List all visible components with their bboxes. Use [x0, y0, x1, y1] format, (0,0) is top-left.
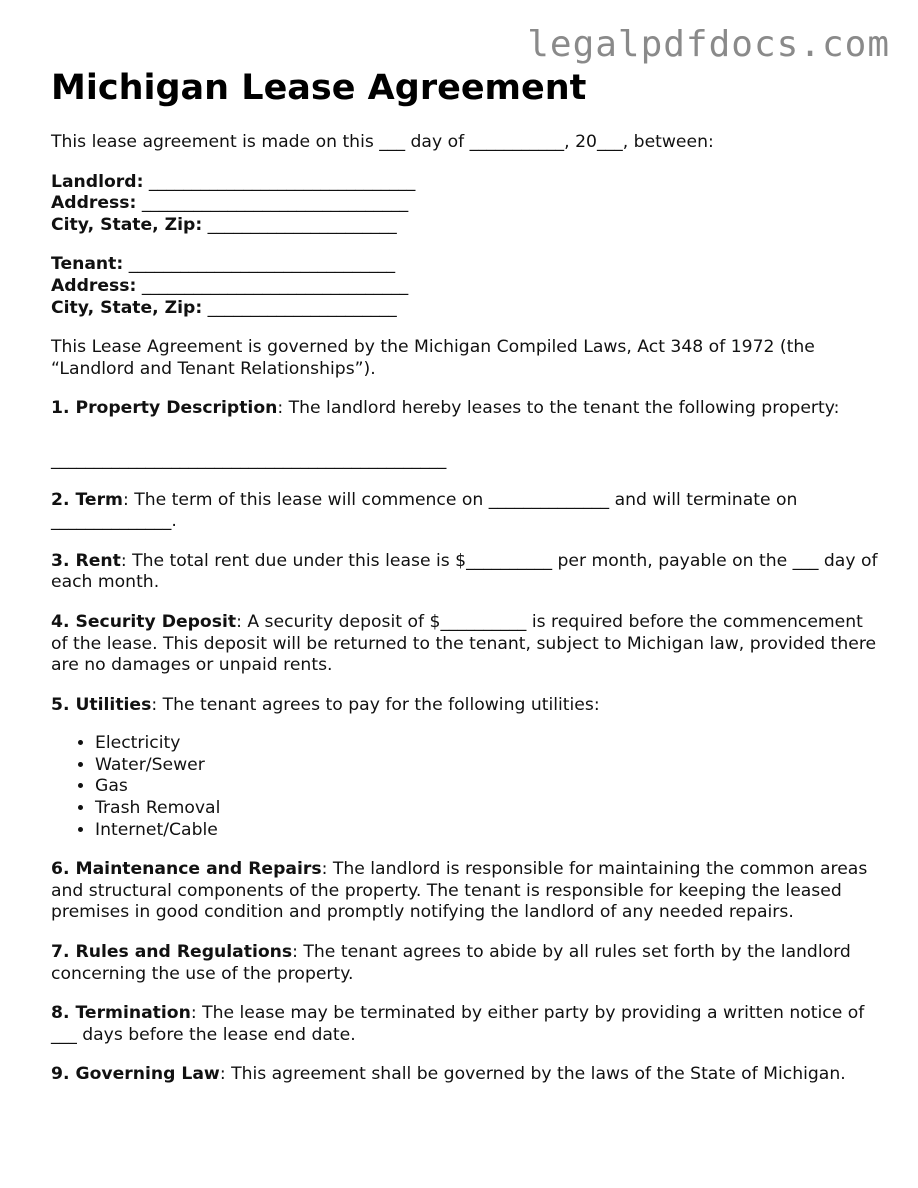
- section-maintenance-heading: 6. Maintenance and Repairs: [51, 859, 322, 880]
- section-property: [51, 398, 881, 471]
- section-rules-heading: 7. Rules and Regulations: [51, 942, 293, 963]
- tenant-block: [51, 254, 881, 319]
- section-deposit-body: : A security deposit of $__________ is required before the commencement of the lease. This deposit will be returned to the tenant, subject to Michigan law, provided there are no damages or unpaid rents.: [51, 611, 877, 676]
- landlord-city-line: [51, 215, 881, 237]
- section-term: [51, 490, 881, 533]
- section-governing-law-text: [51, 1064, 881, 1086]
- section-utilities: [51, 695, 881, 842]
- section-utilities-body: : The tenant agrees to pay for the following utilities:: [151, 694, 600, 715]
- landlord-block: [51, 172, 881, 237]
- section-rent-text: [51, 551, 881, 594]
- landlord-address-label: Address:: [51, 193, 137, 214]
- list-item: • Water/Sewer: [95, 755, 881, 777]
- intro-text: This lease agreement is made on this ___ day of ___________, 20___, between:: [51, 132, 714, 152]
- section-rent-body: : The total rent due under this lease is $__________ per month, payable on the ___ day of each month.: [51, 550, 878, 593]
- section-deposit-text: [51, 612, 881, 677]
- section-rent: [51, 551, 881, 594]
- document-page: [51, 66, 881, 1086]
- landlord-name-label: Landlord:: [51, 171, 144, 192]
- section-term-text: [51, 490, 881, 533]
- utilities-list: [51, 733, 881, 841]
- section-deposit: [51, 612, 881, 677]
- landlord-city-label: City, State, Zip:: [51, 214, 203, 235]
- section-term-heading: 2. Term: [51, 489, 123, 510]
- list-item: • Gas: [95, 776, 881, 798]
- section-term-body: : The term of this lease will commence on ______________ and will terminate on ______________.: [51, 489, 798, 532]
- section-property-body: : The landlord hereby leases to the tenant the following property:: [277, 398, 840, 419]
- section-termination: [51, 1003, 881, 1046]
- landlord-name-blank: _______________________________: [143, 171, 416, 192]
- tenant-name-label: Tenant:: [51, 254, 124, 275]
- section-maintenance: [51, 859, 881, 924]
- section-rules-body: : The tenant agrees to abide by all rules set forth by the landlord concerning the use of the property.: [51, 942, 851, 984]
- section-utilities-text: [51, 695, 881, 717]
- tenant-address-label: Address:: [51, 275, 137, 296]
- section-governing-law-body: : This agreement shall be governed by the laws of the State of Michigan.: [219, 1064, 846, 1085]
- section-termination-text: [51, 1003, 881, 1046]
- section-termination-heading: 8. Termination: [51, 1003, 191, 1024]
- section-deposit-heading: 4. Security Deposit: [51, 611, 237, 632]
- section-property-text: [51, 398, 881, 420]
- tenant-city-line: [51, 298, 881, 320]
- landlord-city-blank: ______________________: [202, 214, 397, 235]
- section-governing-law-heading: 9. Governing Law: [51, 1064, 220, 1085]
- section-governing-law: [51, 1064, 881, 1086]
- property-blank-line: ______________________________________________: [51, 449, 447, 470]
- section-rules-text: [51, 942, 881, 985]
- tenant-city-label: City, State, Zip:: [51, 297, 203, 318]
- document-title: Michigan Lease Agreement: [51, 68, 587, 108]
- list-item: • Internet/Cable: [95, 820, 881, 842]
- landlord-address-line: [51, 193, 881, 215]
- tenant-name-blank: _______________________________: [123, 254, 396, 275]
- landlord-address-blank: _______________________________: [136, 193, 409, 214]
- section-utilities-heading: 5. Utilities: [51, 694, 152, 715]
- list-item: • Electricity: [95, 733, 881, 755]
- section-maintenance-text: [51, 859, 881, 924]
- tenant-address-blank: _______________________________: [136, 275, 409, 296]
- governing-statement: This Lease Agreement is governed by the Michigan Compiled Laws, Act 348 of 1972 (the “Landlord and Tenant Relationships”).: [51, 337, 815, 379]
- landlord-name-line: [51, 172, 881, 194]
- section-maintenance-body: : The landlord is responsible for maintaining the common areas and structural components of the property. The tenant is responsible for keeping the leased premises in good condition and promptly notifying the landlord of any needed repairs.: [51, 859, 868, 923]
- section-rent-heading: 3. Rent: [51, 550, 121, 571]
- watermark: legalpdfdocs.com: [527, 24, 890, 65]
- list-item: • Trash Removal: [95, 798, 881, 820]
- tenant-name-line: [51, 254, 881, 276]
- section-rules: [51, 942, 881, 985]
- tenant-city-blank: ______________________: [202, 297, 397, 318]
- section-termination-body: : The lease may be terminated by either party by providing a written notice of ___ days before the lease end date.: [51, 1003, 865, 1045]
- tenant-address-line: [51, 276, 881, 298]
- section-property-heading: 1. Property Description: [51, 398, 278, 419]
